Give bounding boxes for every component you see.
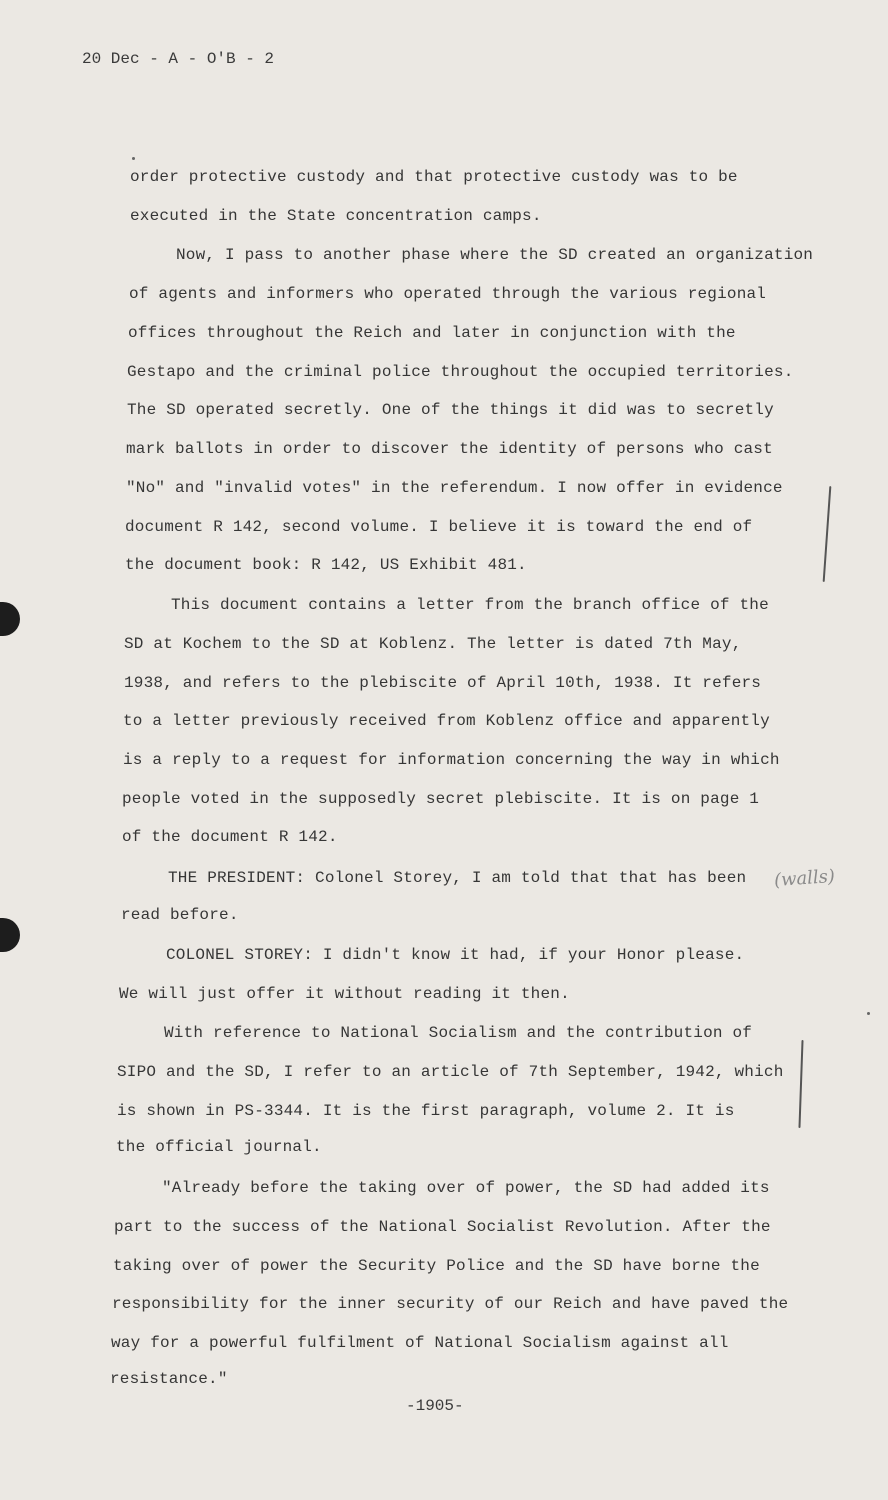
text-line: The SD operated secretly. One of the things it did was to secretly: [127, 401, 774, 419]
text-line: the official journal.: [116, 1138, 322, 1156]
text-line: responsibility for the inner security of our Reich and have paved the: [112, 1295, 789, 1313]
text-line: way for a powerful fulfilment of National Socialism against all: [111, 1334, 729, 1352]
text-line: COLONEL STOREY: I didn't know it had, if your Honor please.: [166, 946, 745, 964]
text-line: executed in the State concentration camps.: [130, 207, 542, 225]
punch-hole: [0, 602, 20, 636]
text-line: Gestapo and the criminal police throughout the occupied territories.: [127, 363, 794, 381]
margin-marker-line: [798, 1040, 803, 1128]
text-line: read before.: [121, 906, 239, 924]
text-line: SD at Kochem to the SD at Koblenz. The letter is dated 7th May,: [124, 635, 742, 653]
margin-marker-line: [823, 486, 831, 582]
margin-annotation: (walls): [773, 865, 836, 892]
text-line: "Already before the taking over of power, the SD had added its: [162, 1179, 770, 1197]
text-line: offices throughout the Reich and later in conjunction with the: [128, 324, 736, 342]
text-line: to a letter previously received from Koblenz office and apparently: [123, 712, 770, 730]
ink-speck: [867, 1012, 870, 1015]
text-line: mark ballots in order to discover the identity of persons who cast: [126, 440, 773, 458]
text-line: 1938, and refers to the plebiscite of April 10th, 1938. It refers: [124, 674, 762, 692]
text-line: the document book: R 142, US Exhibit 481.: [125, 556, 527, 574]
text-line: With reference to National Socialism and the contribution of: [164, 1024, 753, 1042]
text-line: taking over of power the Security Police and the SD have borne the: [113, 1257, 760, 1275]
text-line: of the document R 142.: [122, 828, 338, 846]
punch-hole: [0, 918, 20, 952]
page-number: -1905-: [406, 1397, 464, 1415]
text-line: THE PRESIDENT: Colonel Storey, I am told that that has been: [168, 869, 747, 887]
text-line: is a reply to a request for information concerning the way in which: [123, 751, 780, 769]
page-header-reference: 20 Dec - A - O'B - 2: [82, 50, 275, 68]
text-line: people voted in the supposedly secret plebiscite. It is on page 1: [122, 790, 760, 808]
text-line: resistance.": [110, 1370, 228, 1388]
text-line: Now, I pass to another phase where the SD created an organization: [176, 246, 814, 264]
text-line: document R 142, second volume. I believe it is toward the end of: [125, 518, 753, 536]
text-line: "No" and "invalid votes" in the referendum. I now offer in evidence: [126, 479, 783, 497]
text-line: We will just offer it without reading it then.: [119, 985, 570, 1003]
text-line: of agents and informers who operated through the various regional: [129, 285, 767, 303]
text-line: This document contains a letter from the branch office of the: [171, 596, 769, 614]
text-line: part to the success of the National Socialist Revolution. After the: [114, 1218, 771, 1236]
text-line: SIPO and the SD, I refer to an article of 7th September, 1942, which: [117, 1063, 784, 1081]
ink-speck: [132, 157, 135, 160]
text-line: order protective custody and that protective custody was to be: [130, 168, 738, 186]
text-line: is shown in PS-3344. It is the first paragraph, volume 2. It is: [117, 1102, 735, 1120]
